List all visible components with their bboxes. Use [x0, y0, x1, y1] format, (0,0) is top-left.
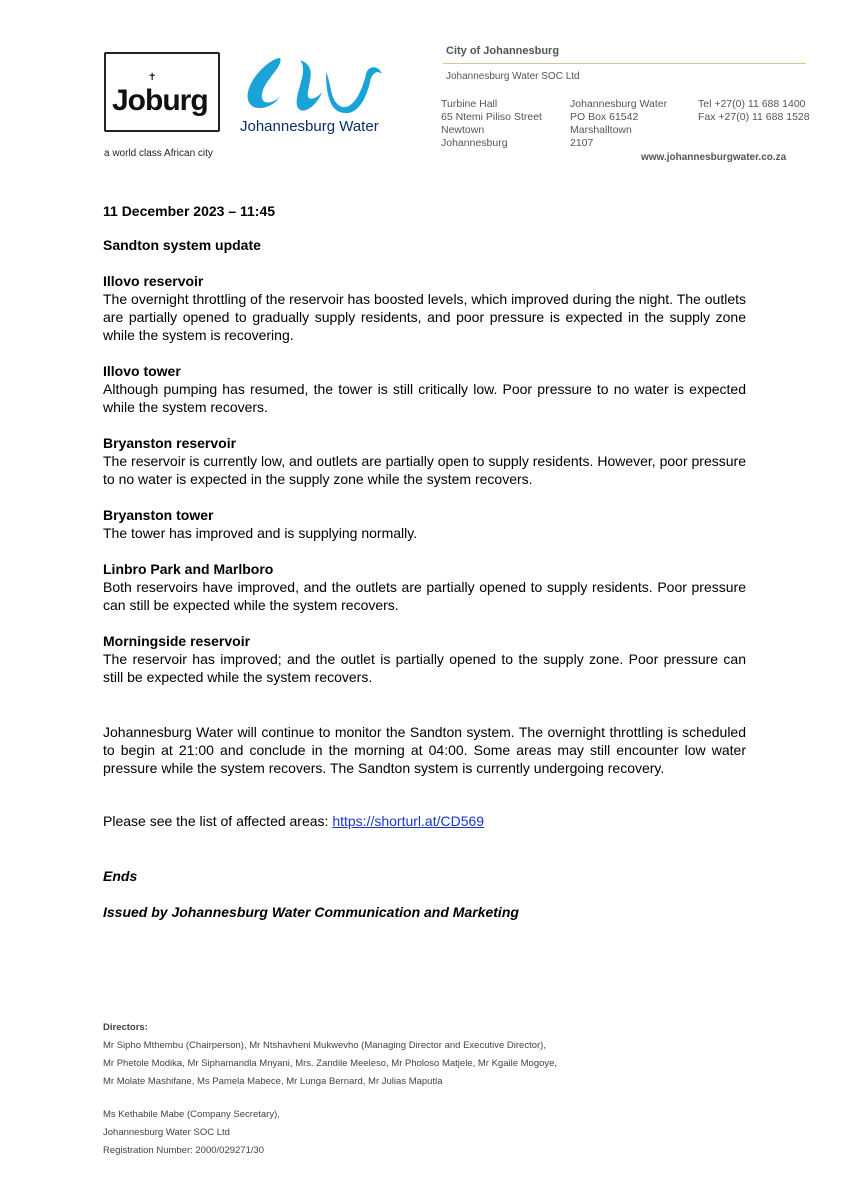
- johannesburg-water-logo-icon: [240, 52, 390, 118]
- release-title: Sandton system update: [103, 237, 261, 253]
- section-heading: Bryanston reservoir: [103, 435, 237, 451]
- contact-numbers: [698, 98, 810, 124]
- telephone: Tel +27(0) 11 688 1400: [698, 98, 806, 110]
- address-line: Marshalltown: [570, 124, 632, 136]
- section-text: The reservoir is currently low, and outlets are partially open to supply residents. However, poor pressure to no water is expected in the supply zone while the system recovers.: [103, 453, 746, 487]
- postal-address: [570, 98, 667, 150]
- company-name: Johannesburg Water SOC Ltd: [446, 71, 580, 82]
- directors-line: Mr Molate Mashifane, Ms Pamela Mabece, Mr Lunga Bernard, Mr Julias Maputla: [103, 1076, 443, 1087]
- address-line: Turbine Hall: [441, 98, 498, 110]
- section-bryanston-reservoir: [103, 434, 746, 488]
- section-linbro-park-marlboro: [103, 560, 746, 614]
- directors-label: Directors:: [103, 1022, 148, 1033]
- section-illovo-reservoir: [103, 272, 746, 344]
- address-line: Johannesburg: [441, 137, 508, 149]
- section-heading: Morningside reservoir: [103, 633, 251, 649]
- section-morningside-reservoir: [103, 632, 746, 686]
- section-text: The tower has improved and is supplying normally.: [103, 525, 418, 541]
- johannesburg-water-logo-text: Johannesburg Water: [240, 118, 379, 135]
- footer-company-name: Johannesburg Water SOC Ltd: [103, 1127, 230, 1138]
- section-text: Although pumping has resumed, the tower is still critically low. Poor pressure to no water is expected while the system recovers.: [103, 381, 746, 415]
- address-line: PO Box 61542: [570, 111, 639, 123]
- section-heading: Illovo reservoir: [103, 273, 204, 289]
- joburg-logo-cross-icon: ✝: [148, 72, 157, 83]
- address-line: 65 Ntemi Piliso Street: [441, 111, 542, 123]
- affected-areas-line: [103, 812, 746, 830]
- directors-line: Mr Phetole Modika, Mr Siphamandla Mnyani, Mrs. Zandile Meeleso, Mr Pholoso Matjele, Mr Kgaile Mogoye,: [103, 1058, 558, 1069]
- fax: Fax +27(0) 11 688 1528: [698, 111, 810, 123]
- affected-areas-link[interactable]: https://shorturl.at/CD569: [332, 813, 485, 829]
- joburg-tagline: a world class African city: [104, 148, 213, 159]
- section-bryanston-tower: [103, 506, 746, 542]
- address-line: Johannesburg Water: [570, 98, 668, 110]
- joburg-logo-word: Joburg: [112, 84, 208, 117]
- header-divider: [443, 63, 806, 64]
- address-line: Newtown: [441, 124, 485, 136]
- issued-by: Issued by Johannesburg Water Communication and Marketing: [103, 904, 519, 920]
- section-heading: Linbro Park and Marlboro: [103, 561, 274, 577]
- section-heading: Bryanston tower: [103, 507, 214, 523]
- release-date: 11 December 2023 – 11:45: [103, 203, 276, 219]
- closing-paragraph: Johannesburg Water will continue to monitor the Sandton system. The overnight throttling is scheduled to begin at 21:00 and conclude in the morning at 04:00. Some areas may still encounter low water pressure while the system recovers. The Sandton system is currently undergoing recovery.: [103, 724, 746, 776]
- section-text: Both reservoirs have improved, and the outlets are partially opened to supply residents. Poor pressure can still be expected while the system recovers.: [103, 579, 746, 613]
- affected-areas-prefix: Please see the list of affected areas:: [103, 813, 333, 829]
- address-line: 2107: [570, 137, 594, 149]
- ends-marker: Ends: [103, 868, 138, 884]
- city-name: City of Johannesburg: [446, 45, 560, 57]
- directors-line: Mr Sipho Mthembu (Chairperson), Mr Ntshavheni Mukwevho (Managing Director and Executive Director),: [103, 1040, 546, 1051]
- section-heading: Illovo tower: [103, 363, 181, 379]
- company-secretary: Ms Kethabile Mabe (Company Secretary),: [103, 1109, 280, 1120]
- section-text: The overnight throttling of the reservoir has boosted levels, which improved during the night. The outlets are partially opened to gradually supply residents, and poor pressure is expected in the supply zone while the system is recovering.: [103, 291, 746, 343]
- physical-address: [441, 98, 542, 150]
- registration-number: Registration Number: 2000/029271/30: [103, 1145, 265, 1156]
- section-text: The reservoir has improved; and the outlet is partially opened to the supply zone. Poor pressure can still be expected while the system recovers.: [103, 651, 746, 685]
- website-link[interactable]: www.johannesburgwater.co.za: [641, 152, 787, 163]
- section-illovo-tower: [103, 362, 746, 416]
